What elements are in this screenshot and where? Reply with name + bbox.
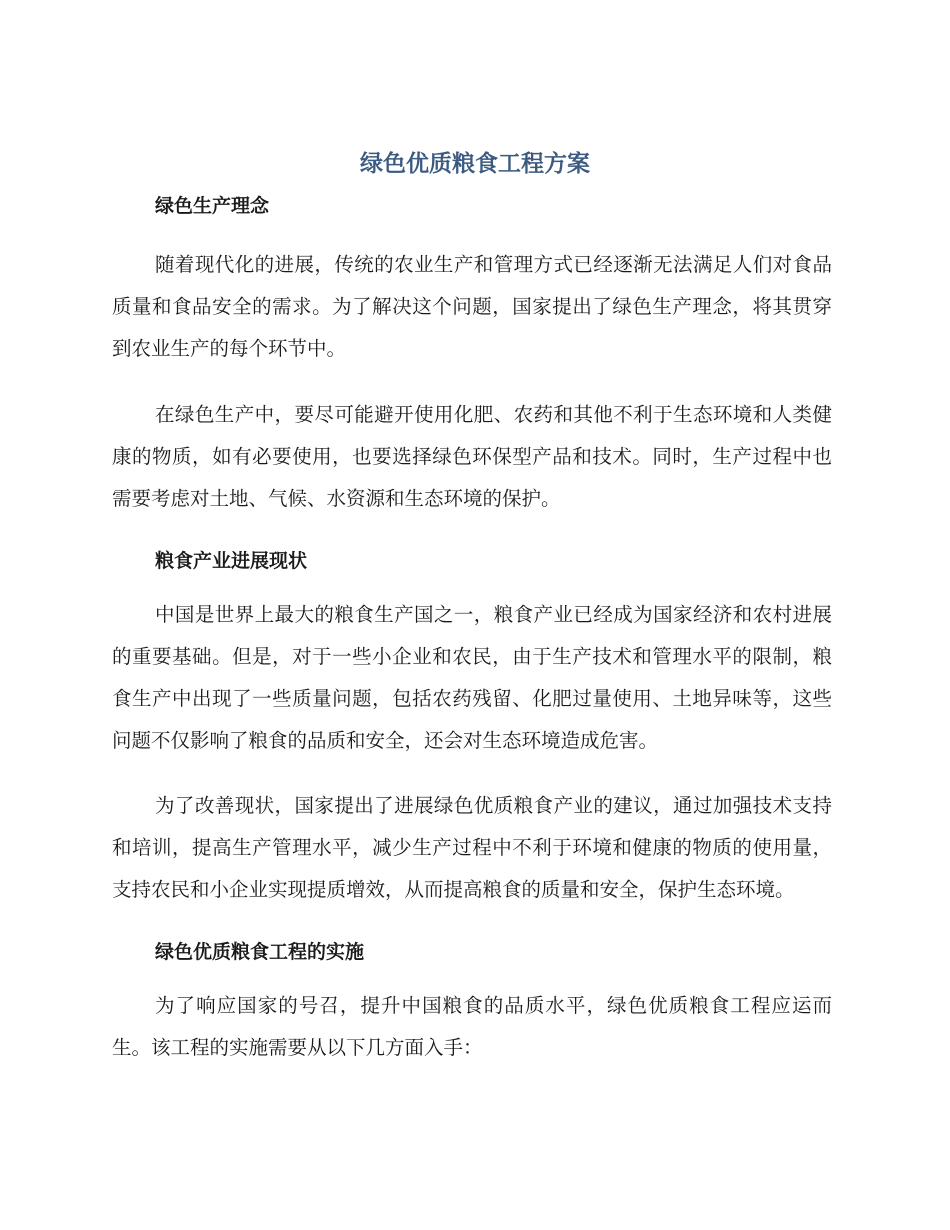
- body-paragraph: 为了改善现状，国家提出了进展绿色优质粮食产业的建议，通过加强技术支持和培训，提高生产管理水平，减少生产过程中不利于环境和健康的物质的使用量，支持农民和小企业实现提质增效，从而提高粮食的质量和安全，保护生态环境。: [112, 794, 832, 901]
- body-paragraph: 中国是世界上最大的粮食生产国之一，粮食产业已经成为国家经济和农村进展的重要基础。但是，对于一些小企业和农民，由于生产技术和管理水平的限制，粮食生产中出现了一些质量问题，包括农药残留、化肥过量使用、土地异味等，这些问题不仅影响了粮食的品质和安全，还会对生态环境造成危害。: [112, 603, 832, 752]
- section-heading: 绿色优质粮食工程的实施: [155, 941, 365, 963]
- section-heading: 粮食产业进展现状: [155, 550, 308, 572]
- body-paragraph: 随着现代化的进展，传统的农业生产和管理方式已经逐渐无法满足人们对食品质量和食品安全的需求。为了解决这个问题，国家提出了绿色生产理念，将其贯穿到农业生产的每个环节中。: [112, 253, 832, 360]
- document-title: 绿色优质粮食工程方案: [360, 151, 590, 177]
- body-paragraph: 在绿色生产中，要尽可能避开使用化肥、农药和其他不利于生态环境和人类健康的物质，如有必要使用，也要选择绿色环保型产品和技术。同时，生产过程中也需要考虑对土地、气候、水资源和生态环境的保护。: [112, 403, 832, 510]
- section-heading: 绿色生产理念: [155, 195, 270, 217]
- body-paragraph: 为了响应国家的号召，提升中国粮食的品质水平，绿色优质粮食工程应运而生。该工程的实施需要从以下几方面入手：: [112, 994, 832, 1059]
- document-body: [112, 188, 832, 1069]
